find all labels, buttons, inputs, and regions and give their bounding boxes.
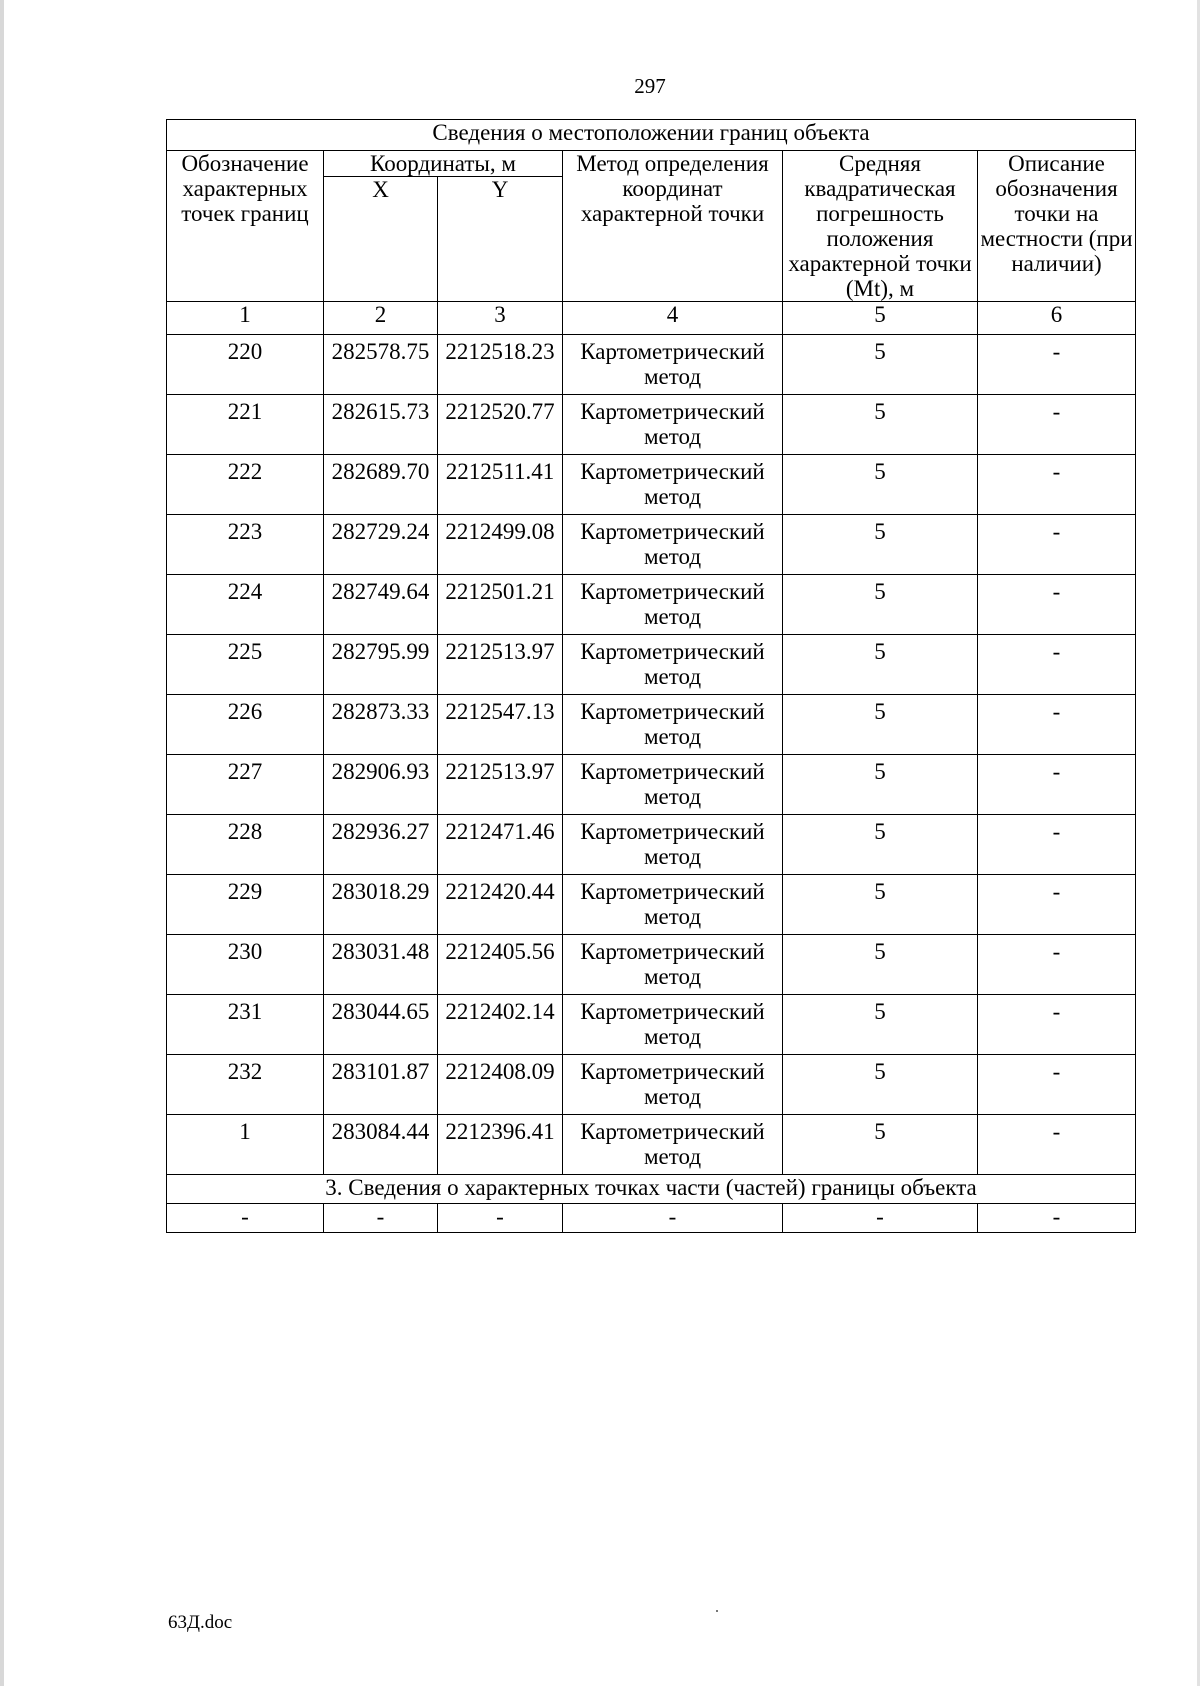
x-coordinate-cell: 282795.99 <box>324 635 438 695</box>
point-cell: 221 <box>167 395 324 455</box>
y-coordinate-cell: 2212513.97 <box>438 755 563 815</box>
error-cell: 5 <box>783 635 978 695</box>
point-cell: 220 <box>167 335 324 395</box>
point-cell: 232 <box>167 1055 324 1115</box>
method-cell: Картометрический метод <box>563 1055 783 1115</box>
header-method: Метод определения координат характерной точки <box>563 151 783 302</box>
section3-title: 3. Сведения о характерных точках части (частей) границы объекта <box>167 1175 1136 1204</box>
column-number: 5 <box>783 302 978 335</box>
table-row <box>167 335 1136 395</box>
table-row <box>167 755 1136 815</box>
error-cell: 5 <box>783 875 978 935</box>
point-cell: 226 <box>167 695 324 755</box>
x-coordinate-cell: 282936.27 <box>324 815 438 875</box>
table-title-row <box>167 120 1136 151</box>
y-coordinate-cell: 2212402.14 <box>438 995 563 1055</box>
point-cell: 227 <box>167 755 324 815</box>
table-row <box>167 515 1136 575</box>
method-cell: Картометрический метод <box>563 515 783 575</box>
description-cell: - <box>978 995 1136 1055</box>
point-cell: 225 <box>167 635 324 695</box>
point-cell: 229 <box>167 875 324 935</box>
section3-title-row <box>167 1175 1136 1204</box>
description-cell: - <box>978 395 1136 455</box>
description-cell: - <box>978 1115 1136 1175</box>
column-number: 4 <box>563 302 783 335</box>
description-cell: - <box>978 935 1136 995</box>
x-coordinate-cell: 283031.48 <box>324 935 438 995</box>
point-cell: 231 <box>167 995 324 1055</box>
section3-cell: - <box>438 1204 563 1233</box>
error-cell: 5 <box>783 575 978 635</box>
table-row <box>167 1115 1136 1175</box>
table-row <box>167 935 1136 995</box>
error-cell: 5 <box>783 455 978 515</box>
y-coordinate-cell: 2212511.41 <box>438 455 563 515</box>
y-coordinate-cell: 2212396.41 <box>438 1115 563 1175</box>
y-coordinate-cell: 2212420.44 <box>438 875 563 935</box>
y-coordinate-cell: 2212520.77 <box>438 395 563 455</box>
x-coordinate-cell: 283084.44 <box>324 1115 438 1175</box>
x-coordinate-cell: 282615.73 <box>324 395 438 455</box>
x-coordinate-cell: 282873.33 <box>324 695 438 755</box>
table-row <box>167 575 1136 635</box>
description-cell: - <box>978 575 1136 635</box>
description-cell: - <box>978 635 1136 695</box>
error-cell: 5 <box>783 815 978 875</box>
y-coordinate-cell: 2212547.13 <box>438 695 563 755</box>
scan-speck <box>716 1610 718 1612</box>
table-body <box>167 120 1136 335</box>
method-cell: Картометрический метод <box>563 815 783 875</box>
header-y: Y <box>438 177 563 302</box>
method-cell: Картометрический метод <box>563 455 783 515</box>
y-coordinate-cell: 2212471.46 <box>438 815 563 875</box>
table-row <box>167 395 1136 455</box>
method-cell: Картометрический метод <box>563 575 783 635</box>
section3-cell: - <box>978 1204 1136 1233</box>
page-number: 297 <box>634 74 666 98</box>
x-coordinate-cell: 282689.70 <box>324 455 438 515</box>
method-cell: Картометрический метод <box>563 695 783 755</box>
header-coordinates: Координаты, м <box>324 151 563 177</box>
header-description: Описание обозначения точки на местности (при наличии) <box>978 151 1136 302</box>
description-cell: - <box>978 875 1136 935</box>
y-coordinate-cell: 2212405.56 <box>438 935 563 995</box>
error-cell: 5 <box>783 935 978 995</box>
method-cell: Картометрический метод <box>563 995 783 1055</box>
section3-row <box>167 1204 1136 1233</box>
description-cell: - <box>978 455 1136 515</box>
error-cell: 5 <box>783 755 978 815</box>
section3-cell: - <box>167 1204 324 1233</box>
y-coordinate-cell: 2212518.23 <box>438 335 563 395</box>
error-cell: 5 <box>783 1115 978 1175</box>
method-cell: Картометрический метод <box>563 755 783 815</box>
description-cell: - <box>978 335 1136 395</box>
section3 <box>167 1175 1136 1233</box>
x-coordinate-cell: 283018.29 <box>324 875 438 935</box>
column-number: 3 <box>438 302 563 335</box>
x-coordinate-cell: 283101.87 <box>324 1055 438 1115</box>
table-row <box>167 1055 1136 1115</box>
x-coordinate-cell: 283044.65 <box>324 995 438 1055</box>
table-row <box>167 995 1136 1055</box>
column-number: 1 <box>167 302 324 335</box>
table-title: Сведения о местоположении границ объекта <box>167 120 1136 151</box>
method-cell: Картометрический метод <box>563 635 783 695</box>
table-row <box>167 635 1136 695</box>
y-coordinate-cell: 2212501.21 <box>438 575 563 635</box>
y-coordinate-cell: 2212513.97 <box>438 635 563 695</box>
y-coordinate-cell: 2212499.08 <box>438 515 563 575</box>
boundary-coordinates-table <box>166 119 1136 1233</box>
section3-cell: - <box>783 1204 978 1233</box>
header-x: X <box>324 177 438 302</box>
point-cell: 1 <box>167 1115 324 1175</box>
description-cell: - <box>978 515 1136 575</box>
error-cell: 5 <box>783 395 978 455</box>
description-cell: - <box>978 815 1136 875</box>
point-cell: 222 <box>167 455 324 515</box>
scan-edge-left <box>0 0 4 1686</box>
data-rows <box>167 335 1136 1175</box>
section3-cell: - <box>563 1204 783 1233</box>
error-cell: 5 <box>783 1055 978 1115</box>
method-cell: Картометрический метод <box>563 1115 783 1175</box>
error-cell: 5 <box>783 695 978 755</box>
table-row <box>167 695 1136 755</box>
error-cell: 5 <box>783 995 978 1055</box>
column-number: 2 <box>324 302 438 335</box>
x-coordinate-cell: 282729.24 <box>324 515 438 575</box>
table-row <box>167 875 1136 935</box>
method-cell: Картометрический метод <box>563 395 783 455</box>
table-row <box>167 455 1136 515</box>
y-coordinate-cell: 2212408.09 <box>438 1055 563 1115</box>
section3-cell: - <box>324 1204 438 1233</box>
error-cell: 5 <box>783 335 978 395</box>
point-cell: 223 <box>167 515 324 575</box>
x-coordinate-cell: 282578.75 <box>324 335 438 395</box>
header-point-designation: Обозначение характерных точек границ <box>167 151 324 302</box>
x-coordinate-cell: 282906.93 <box>324 755 438 815</box>
table-row <box>167 815 1136 875</box>
method-cell: Картометрический метод <box>563 335 783 395</box>
error-cell: 5 <box>783 515 978 575</box>
method-cell: Картометрический метод <box>563 935 783 995</box>
header-row <box>167 151 1136 177</box>
description-cell: - <box>978 695 1136 755</box>
header-error: Средняя квадратическая погрешность положения характерной точки (Mt), м <box>783 151 978 302</box>
x-coordinate-cell: 282749.64 <box>324 575 438 635</box>
column-number-row <box>167 302 1136 335</box>
point-cell: 230 <box>167 935 324 995</box>
point-cell: 224 <box>167 575 324 635</box>
column-number: 6 <box>978 302 1136 335</box>
description-cell: - <box>978 755 1136 815</box>
point-cell: 228 <box>167 815 324 875</box>
method-cell: Картометрический метод <box>563 875 783 935</box>
file-name-footer: 63Д.doc <box>168 1612 233 1633</box>
description-cell: - <box>978 1055 1136 1115</box>
